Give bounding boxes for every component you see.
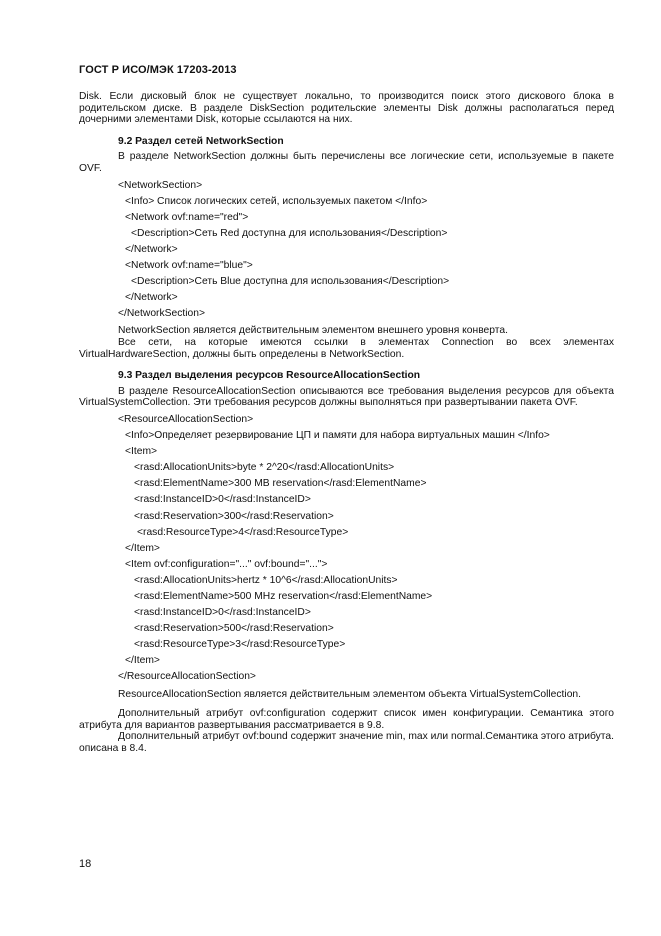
page-number: 18 [79, 858, 92, 870]
code-line: </Network> [125, 292, 178, 304]
code-line: <rasd:AllocationUnits>byte * 2^20</rasd:AllocationUnits> [134, 462, 395, 474]
network-paragraph-3: Все сети, на которые имеются ссылки в элементах Connection во всех элементах VirtualHardwareSection, должны быть определены в NetworkSection. [79, 337, 614, 360]
code-line: <rasd:AllocationUnits>hertz * 10^6</rasd:AllocationUnits> [134, 574, 398, 586]
code-line: <rasd:InstanceID>0</rasd:InstanceID> [134, 607, 311, 619]
code-line: </Item> [125, 655, 160, 667]
network-paragraph-2: NetworkSection является действительным элементом внешнего уровня конверта. [118, 325, 508, 337]
code-line: <ResourceAllocationSection> [118, 413, 254, 425]
code-line: <rasd:ElementName>300 MB reservation</rasd:ElementName> [134, 478, 427, 490]
resource-paragraph-2: ResourceAllocationSection является действительным элементом объекта VirtualSystemCollection. [118, 688, 582, 700]
code-line: <Item ovf:configuration="..." ovf:bound="..."> [125, 558, 328, 570]
document-header: ГОСТ Р ИСО/МЭК 17203-2013 [79, 64, 237, 76]
code-line: </Network> [125, 243, 178, 255]
network-paragraph-1: В разделе NetworkSection должны быть перечислены все логические сети, используемые в пакете OVF. [79, 151, 614, 174]
code-line: <Description>Сеть Red доступна для использования</Description> [131, 227, 448, 239]
code-line: <rasd:ResourceType>4</rasd:ResourceType> [137, 526, 349, 538]
document-body [79, 91, 614, 755]
code-line: <Network ovf:name="blue"> [125, 260, 253, 272]
section-heading-resource: 9.3 Раздел выделения ресурсов ResourceAllocationSection [118, 370, 421, 382]
resource-paragraph-1: В разделе ResourceAllocationSection описываются все требования выделения ресурсов для объекта VirtualSystemCollection. Эти требования ресурсов должны выполняться при развертывании пакета OVF. [79, 385, 614, 409]
resource-paragraph-4: Дополнительный атрибут ovf:bound содержит значение min, max или normal.Семантика этого атрибута. описана в 8.4. [79, 731, 614, 754]
code-line: </NetworkSection> [118, 308, 205, 320]
code-line: <rasd:ElementName>500 MHz reservation</rasd:ElementName> [134, 591, 433, 602]
code-line: </Item> [125, 542, 160, 554]
section-heading-network: 9.2 Раздел сетей NetworkSection [118, 135, 284, 147]
code-line: <Info>Определяет резервирование ЦП и памяти для набора виртуальных машин </Info> [125, 430, 550, 442]
code-line: <Network ovf:name="red"> [125, 211, 249, 223]
code-line: <rasd:InstanceID>0</rasd:InstanceID> [134, 494, 311, 506]
resource-code-block [79, 412, 614, 686]
code-line: <Item> [125, 446, 158, 458]
code-line: <Description>Сеть Blue доступна для использования</Description> [131, 276, 450, 288]
code-line: <NetworkSection> [118, 179, 203, 191]
code-line: <rasd:Reservation>300</rasd:Reservation> [134, 510, 334, 522]
network-code-block [79, 178, 614, 323]
code-line: <Info> Список логических сетей, используемых пакетом </Info> [125, 195, 428, 207]
code-line: <rasd:Reservation>500</rasd:Reservation> [134, 623, 334, 635]
code-line: <rasd:ResourceType>3</rasd:ResourceType> [134, 639, 346, 651]
resource-paragraph-3: Дополнительный атрибут ovf:configuration содержит список имен конфигурации. Семантика этого атрибута для вариантов развертывания рассматривается в 9.8. [79, 708, 614, 731]
intro-paragraph: Disk. Если дисковый блок не существует локально, то производится поиск этого дискового блока в родительском диске. В разделе DiskSection родительские элементы Disk должны располагаться перед дочерними элементами Disk, которые ссылаются на них. [79, 91, 614, 126]
code-line: </ResourceAllocationSection> [118, 671, 256, 683]
